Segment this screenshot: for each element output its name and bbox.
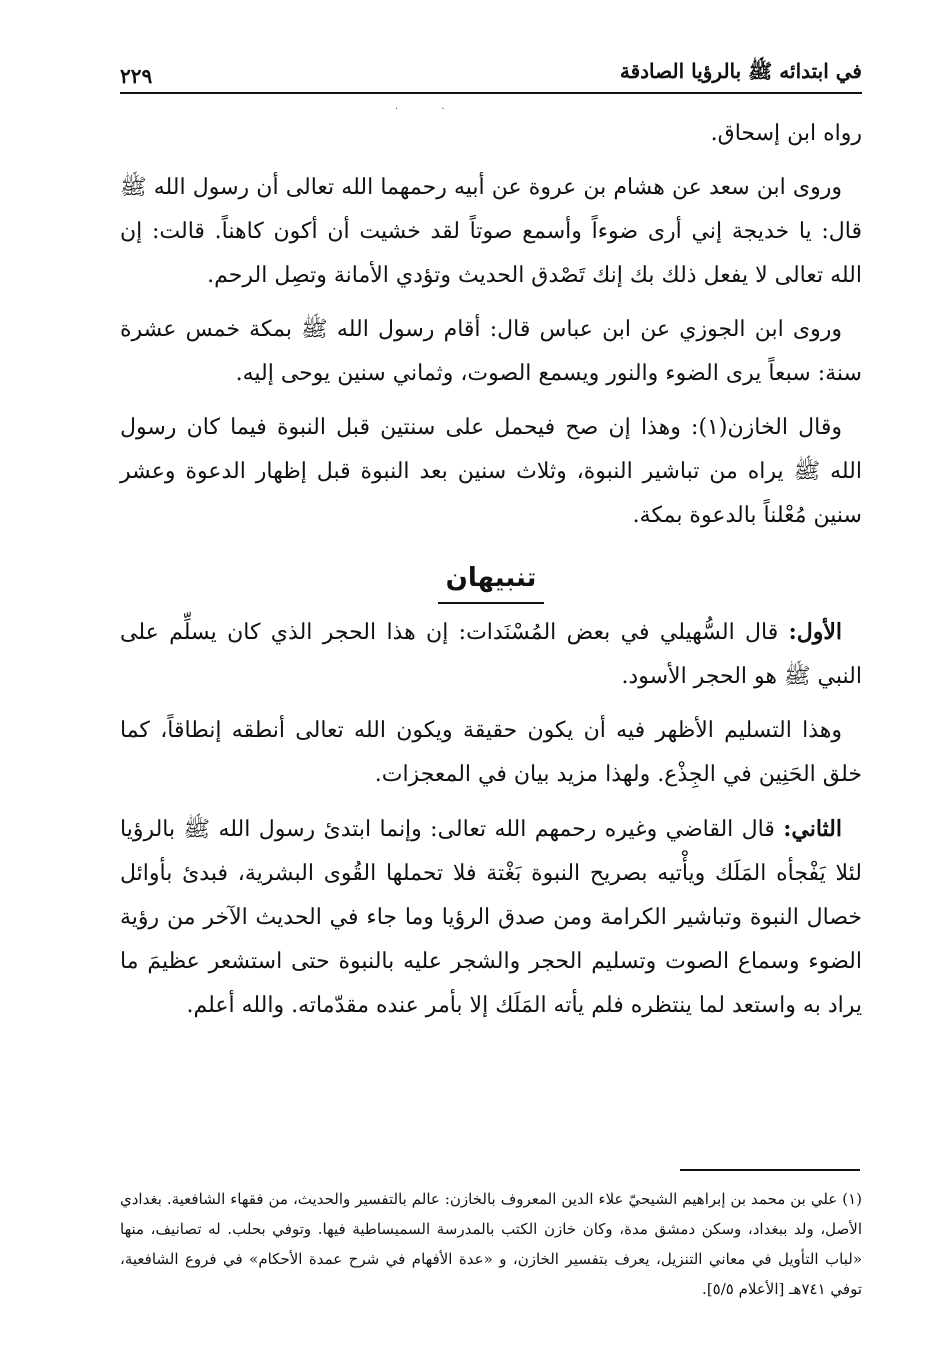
paragraph <box>120 807 862 1028</box>
paragraph-text: قال القاضي وغيره رحمهم الله تعالى: وإنما ابتدئ رسول الله ﷺ بالرؤيا لئلا يَفْجأه المَلَك ويأْتيه بصريح النبوة بَغْتة فلا تحملها القُوى البشرية، فبدئ بأوائل خصال النبوة وتباشير الكرامة ومن صدق الرؤيا وما جاء في الحديث الآخر من رؤية الضوء وسماع الصوت وتسليم الحجر والشجر عليه بالنبوة حتى استشعر عظيمَ ما يراد به واستعد لما ينتظره فلم يأته المَلَك إلا بأمر عنده مقدّماته. والله أعلم. <box>120 817 862 1018</box>
header-rule <box>120 92 862 94</box>
main-text <box>120 112 862 1038</box>
paragraph-lead: الأول: <box>788 619 842 645</box>
footnote <box>120 1184 862 1304</box>
paragraph: وقال الخازن(١): وهذا إن صح فيحمل على سنتين قبل النبوة فيما كان رسول الله ﷺ يراه من تباشير النبوة، وثلاث سنين بعد النبوة قبل إظهار الدعوة وعشر سنين مُعْلناً بالدعوة بمكة. <box>120 415 862 528</box>
running-title: في ابتدائه ﷺ بالرؤيا الصادقة <box>619 59 862 83</box>
paragraph: رواه ابن إسحاق. <box>710 121 862 146</box>
paragraph-lead: الثاني: <box>783 816 842 842</box>
paragraph: وروى ابن سعد عن هشام بن عروة عن أبيه رحمهما الله تعالى أن رسول الله ﷺ قال: يا خديجة إني أرى ضوءاً وأسمع صوتاً لقد خشيت أن أكون كاهناً. قالت: إن الله تعالى لا يفعل ذلك بك إنك تَصْدق الحديث وتؤدي الأمانة وتصِل الرحم. <box>120 175 862 288</box>
running-header <box>120 52 862 88</box>
section-heading <box>120 556 862 604</box>
page-number: ٢٢٩ <box>120 64 153 88</box>
paragraph-text: قال السُّهيلي في بعض المُسْنَدات: إن هذا الحجر الذي كان يسلِّم على النبي ﷺ هو الحجر الأسود. <box>120 620 862 689</box>
scan-specks: · · <box>395 104 465 115</box>
section-heading-text: تنبيهان <box>438 556 545 604</box>
footnote-rule <box>680 1169 860 1171</box>
paragraph <box>120 610 862 699</box>
paragraph: وروى ابن الجوزي عن ابن عباس قال: أقام رسول الله ﷺ بمكة خمس عشرة سنة: سبعاً يرى الضوء والنور ويسمع الصوت، وثماني سنين يوحى إليه. <box>120 317 862 386</box>
footnote-text: (١) علي بن محمد بن إبراهيم الشيحيّ علاء الدين المعروف بالخازن: عالم بالتفسير والحديث، من فقهاء الشافعية. بغدادي الأصل، ولد ببغداد، وسكن دمشق مدة، وكان خازن الكتب بالمدرسة السميساطية فيها. وتوفي بحلب. له تصانيف، منها «لباب التأويل في معاني التنزيل، يعرف بتفسير الخازن، و «عدة الأفهام في شرح عمدة الأحكام» في فروع الشافعية، توفي ٧٤١هـ [الأعلام ٥/٥]. <box>120 1190 862 1298</box>
paragraph: وهذا التسليم الأظهر فيه أن يكون حقيقة ويكون الله تعالى أنطقه إنطاقاً، كما خلق الحَنِين في الجِذْع. ولهذا مزيد بيان في المعجزات. <box>120 718 862 787</box>
